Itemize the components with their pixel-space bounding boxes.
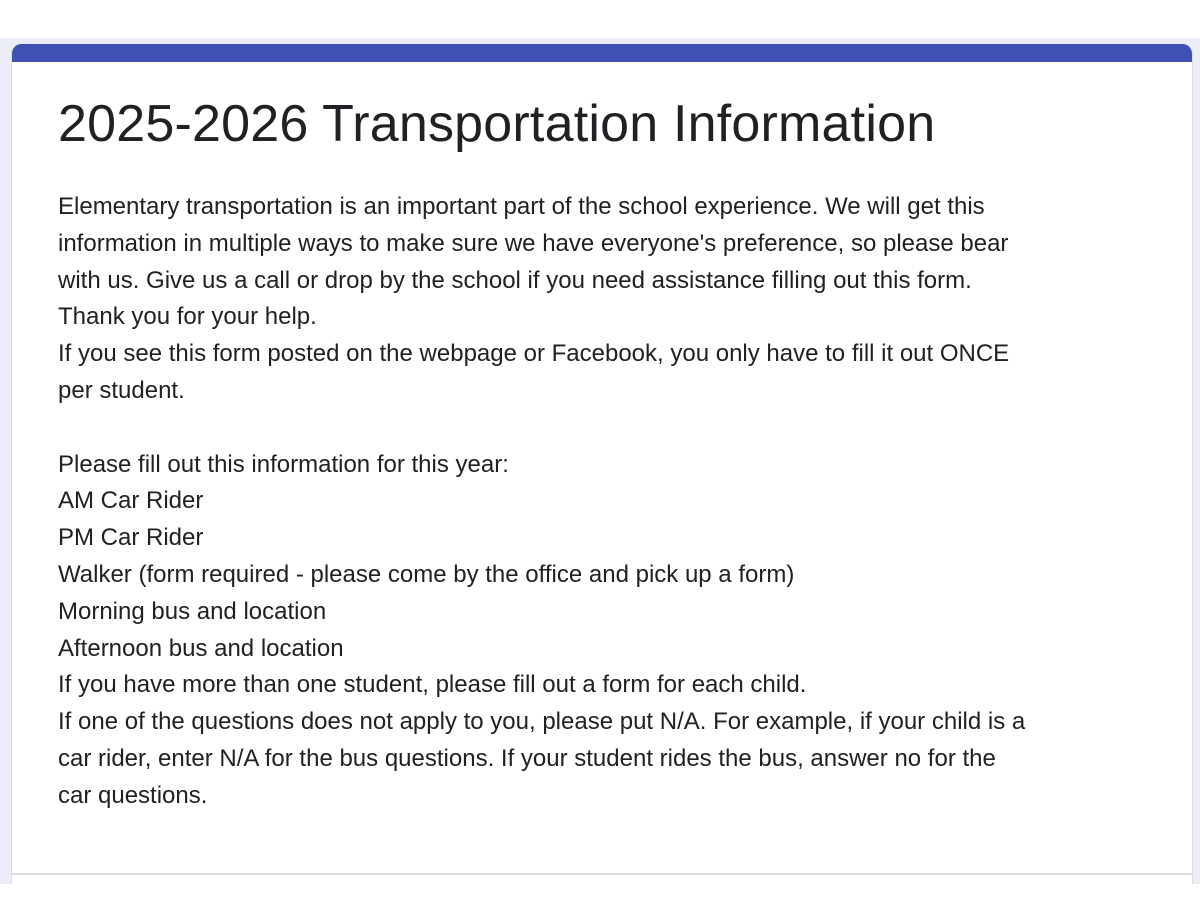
description-line: car rider, enter N/A for the bus questions. If your student rides the bus, answer no for the [58,744,996,772]
form-header-card [11,44,1193,884]
description-line: with us. Give us a call or drop by the school if you need assistance filling out this form. [58,266,972,294]
description-line: PM Car Rider [58,524,204,552]
description-line: car questions. [58,781,208,809]
form-title: 2025-2026 Transportation Information [58,95,936,153]
description-line: Afternoon bus and location [58,634,344,662]
description-line: If you have more than one student, please fill out a form for each child. [58,671,807,699]
form-accent-bar [12,44,1192,62]
description-line: per student. [58,376,185,404]
description-line: Thank you for your help. [58,303,317,331]
form-description [58,189,1158,815]
description-line: Please fill out this information for this year: [58,450,509,478]
description-line: Elementary transportation is an important part of the school experience. We will get this [58,193,985,220]
description-line: information in multiple ways to make sure we have everyone's preference, so please bear [58,229,1009,257]
description-line: If you see this form posted on the webpage or Facebook, you only have to fill it out ONCE [58,340,1010,368]
description-line: AM Car Rider [58,487,204,515]
section-divider [12,873,1192,875]
description-line: Walker (form required - please come by the office and pick up a form) [58,560,795,588]
description-line: If one of the questions does not apply to you, please put N/A. For example, if your child is a [58,708,1026,736]
description-line [58,410,1158,447]
description-line: Morning bus and location [58,597,327,625]
